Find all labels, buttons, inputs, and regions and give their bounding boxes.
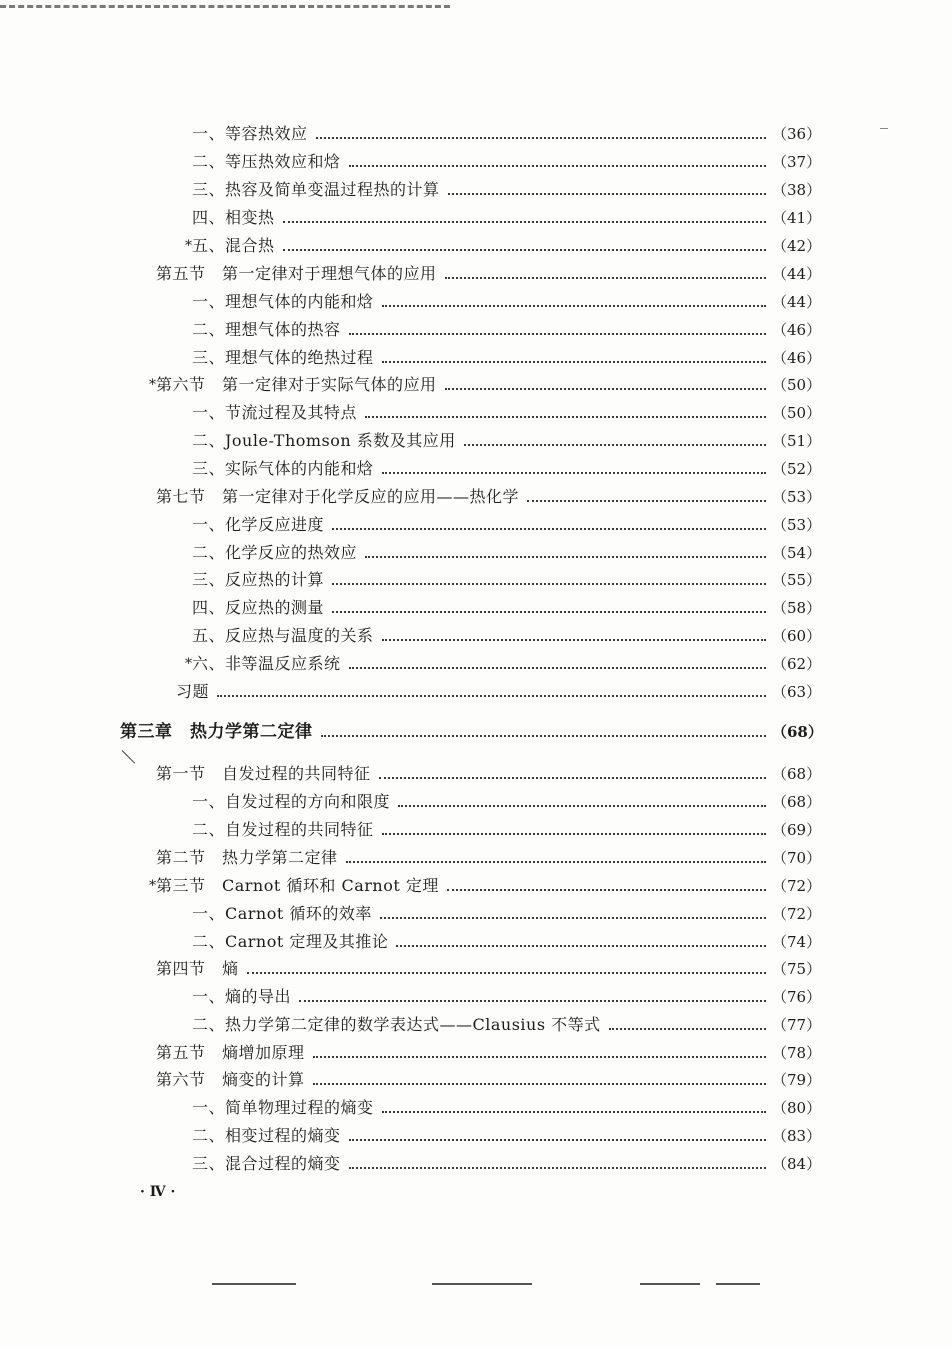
toc-dot-leader [382,471,766,474]
toc-page-number: （83） [772,1127,822,1145]
toc-section-row [156,262,822,286]
toc-dot-leader [283,248,766,251]
toc-entry-title: 习题 [176,682,210,701]
toc-entry-row [192,541,822,565]
scan-artifact-line [212,1283,296,1285]
toc-entry-row [192,790,822,814]
toc-entry-title: 六、非等温反应系统 [192,654,341,673]
toc-dot-leader [349,1166,766,1169]
toc-dot-leader [445,276,766,279]
toc-page-number: （74） [772,933,822,951]
toc-entry-title: 第七节 第一定律对于化学反应的应用——热化学 [156,487,520,506]
toc-dot-leader [283,220,766,223]
scan-artifact-line [432,1283,532,1285]
toc-entry-title: 二、化学反应的热效应 [192,543,358,562]
scan-dash-border [0,5,450,8]
toc-dot-leader [299,999,766,1002]
toc-entry-row [192,1152,822,1176]
toc-entry-title: 五、混合热 [192,236,275,255]
toc-dot-leader [332,610,766,613]
toc-page-number: （77） [772,1016,822,1034]
toc-dot-leader [349,1138,766,1141]
toc-dot-leader [379,776,766,779]
toc-optional-marker: * [149,377,156,393]
toc-page-number: （44） [772,293,822,311]
toc-page-number: （72） [772,905,822,923]
toc-optional-marker: * [149,878,156,894]
toc-optional-marker: * [185,238,192,254]
toc-page-number: （53） [772,516,822,534]
toc-dot-leader [313,1055,766,1058]
toc-entry-row [192,1124,822,1148]
toc-entry-row [192,429,822,453]
toc-section-row [156,762,822,786]
toc-entry-row [192,290,822,314]
toc-entry-title: 四、相变热 [192,208,275,227]
toc-page-number: （68） [772,723,823,741]
toc-dot-leader [382,360,766,363]
toc-section-row [156,485,822,509]
toc-entry-title: 第五节 第一定律对于理想气体的应用 [156,264,437,283]
toc-page-number: （53） [772,488,822,506]
toc-section-row [156,1068,822,1092]
toc-page-number: （50） [772,376,822,394]
toc-page-number: （46） [772,321,822,339]
toc-entry-title: 三、实际气体的内能和焓 [192,459,374,478]
scan-artifact-line [640,1283,700,1285]
toc-entry-row [192,902,822,926]
toc-entry-title: 三、理想气体的绝热过程 [192,348,374,367]
toc-entry-row [192,596,822,620]
toc-page-number: （76） [772,988,822,1006]
toc-page-number: （69） [772,821,822,839]
toc-entry-title: 一、节流过程及其特点 [192,403,358,422]
toc-dot-leader [398,804,766,807]
toc-dot-leader [321,734,767,737]
toc-entry-title: 一、简单物理过程的熵变 [192,1098,374,1117]
toc-dot-leader [349,332,766,335]
toc-entry-row [192,150,822,174]
toc-dot-leader [609,1027,766,1030]
toc-entry-title: 二、Carnot 定理及其推论 [192,932,389,951]
toc-entry-title: 二、自发过程的共同特征 [192,820,374,839]
toc-optional-marker: * [185,656,192,672]
toc-entry-title: 二、Joule-Thomson 系数及其应用 [192,431,456,450]
toc-section-row [156,957,822,981]
toc-entry-row [192,1013,822,1037]
toc-page-number: （68） [772,765,822,783]
toc-dot-leader [382,638,766,641]
toc-entry-row [185,234,822,258]
toc-page-number: （60） [772,627,822,645]
toc-dot-leader [448,192,766,195]
toc-entry-row [192,930,822,954]
toc-page-number: （70） [772,849,822,867]
toc-entry-row [192,985,822,1009]
toc-entry-title: 五、反应热与温度的关系 [192,626,374,645]
page-folio: · Ⅳ · [140,1184,176,1200]
toc-entry-title: 三、热容及简单变温过程热的计算 [192,180,440,199]
toc-page-number: （63） [772,683,822,701]
toc-entry-row [192,568,822,592]
toc-dot-leader [346,860,766,863]
toc-dot-leader [382,1110,766,1113]
toc-section-row [149,874,822,898]
toc-entry-title: 第一节 自发过程的共同特征 [156,764,371,783]
toc-entry-title: 第五节 熵增加原理 [156,1043,305,1062]
toc-page-number: （68） [772,793,822,811]
toc-entry-row [192,178,822,202]
toc-page-number: （72） [772,877,822,895]
toc-dot-leader [349,666,766,669]
toc-entry-row [176,680,822,704]
toc-section-row [149,373,822,397]
toc-entry-row [185,652,822,676]
toc-page-number: （42） [772,237,822,255]
toc-dot-leader [382,832,766,835]
toc-entry-title: 一、熵的导出 [192,987,292,1006]
toc-entry-title: 一、化学反应进度 [192,515,325,534]
toc-entry-row [192,818,822,842]
toc-dot-leader [332,582,766,585]
toc-page-number: （52） [772,460,822,478]
toc-entry-row [192,401,822,425]
toc-page-number: （55） [772,571,822,589]
toc-page-number: （62） [772,655,822,673]
toc-page-number: （78） [772,1044,822,1062]
toc-page-number: （38） [772,181,822,199]
toc-dot-leader [382,304,766,307]
toc-dot-leader [365,555,766,558]
toc-page-number: （75） [772,960,822,978]
toc-dot-leader [396,944,766,947]
toc-section-row [156,1041,822,1065]
toc-entry-title: 第四节 熵 [156,959,239,978]
scan-artifact-line [716,1283,760,1285]
toc-entry-title: 一、理想气体的内能和焓 [192,292,374,311]
toc-page-number: （80） [772,1099,822,1117]
toc-entry-row [192,346,822,370]
toc-entry-title: 二、热力学第二定律的数学表达式——Clausius 不等式 [192,1015,601,1034]
toc-page-number: （44） [772,265,822,283]
toc-page-number: （37） [772,153,822,171]
toc-chapter-row [120,720,823,744]
toc-dot-leader [247,971,766,974]
toc-page-number: （51） [772,432,822,450]
toc-entry-title: 二、理想气体的热容 [192,320,341,339]
toc-page-number: （50） [772,404,822,422]
toc-entry-row [192,1096,822,1120]
toc-entry-row [192,624,822,648]
toc-entry-title: 三、反应热的计算 [192,570,325,589]
toc-page-number: （58） [772,599,822,617]
toc-entry-row [192,513,822,537]
toc-entry-row [192,457,822,481]
toc-page-number: （41） [772,209,822,227]
toc-dot-leader [365,415,766,418]
toc-dot-leader [316,136,766,139]
toc-page-number: （36） [772,125,822,143]
toc-dot-leader [464,443,766,446]
toc-dot-leader [349,164,766,167]
toc-dot-leader [313,1082,766,1085]
toc-entry-row [192,206,822,230]
toc-entry-row [192,122,822,146]
toc-dot-leader [217,694,766,697]
scan-edge-mark [880,128,888,129]
toc-entry-title: 四、反应热的测量 [192,598,325,617]
toc-entry-title: 第三章 热力学第二定律 [120,722,313,742]
toc-dot-leader [380,916,766,919]
pen-stroke-mark [122,750,135,763]
toc-entry-title: 第三节 Carnot 循环和 Carnot 定理 [156,876,439,895]
toc-dot-leader [447,888,766,891]
toc-entry-title: 一、等容热效应 [192,124,308,143]
toc-entry-title: 二、相变过程的熵变 [192,1126,341,1145]
toc-entry-title: 第二节 热力学第二定律 [156,848,338,867]
toc-entry-title: 第六节 第一定律对于实际气体的应用 [156,375,437,394]
toc-entry-row [192,318,822,342]
toc-dot-leader [527,499,766,502]
toc-entry-title: 第六节 熵变的计算 [156,1070,305,1089]
toc-page-number: （54） [772,544,822,562]
toc-dot-leader [332,527,766,530]
toc-entry-title: 一、Carnot 循环的效率 [192,904,372,923]
toc-page-number: （84） [772,1155,822,1173]
toc-section-row [156,846,822,870]
toc-dot-leader [445,387,766,390]
toc-entry-title: 一、自发过程的方向和限度 [192,792,391,811]
toc-entry-title: 三、混合过程的熵变 [192,1154,341,1173]
toc-page-number: （79） [772,1071,822,1089]
toc-entry-title: 二、等压热效应和焓 [192,152,341,171]
toc-page-number: （46） [772,349,822,367]
